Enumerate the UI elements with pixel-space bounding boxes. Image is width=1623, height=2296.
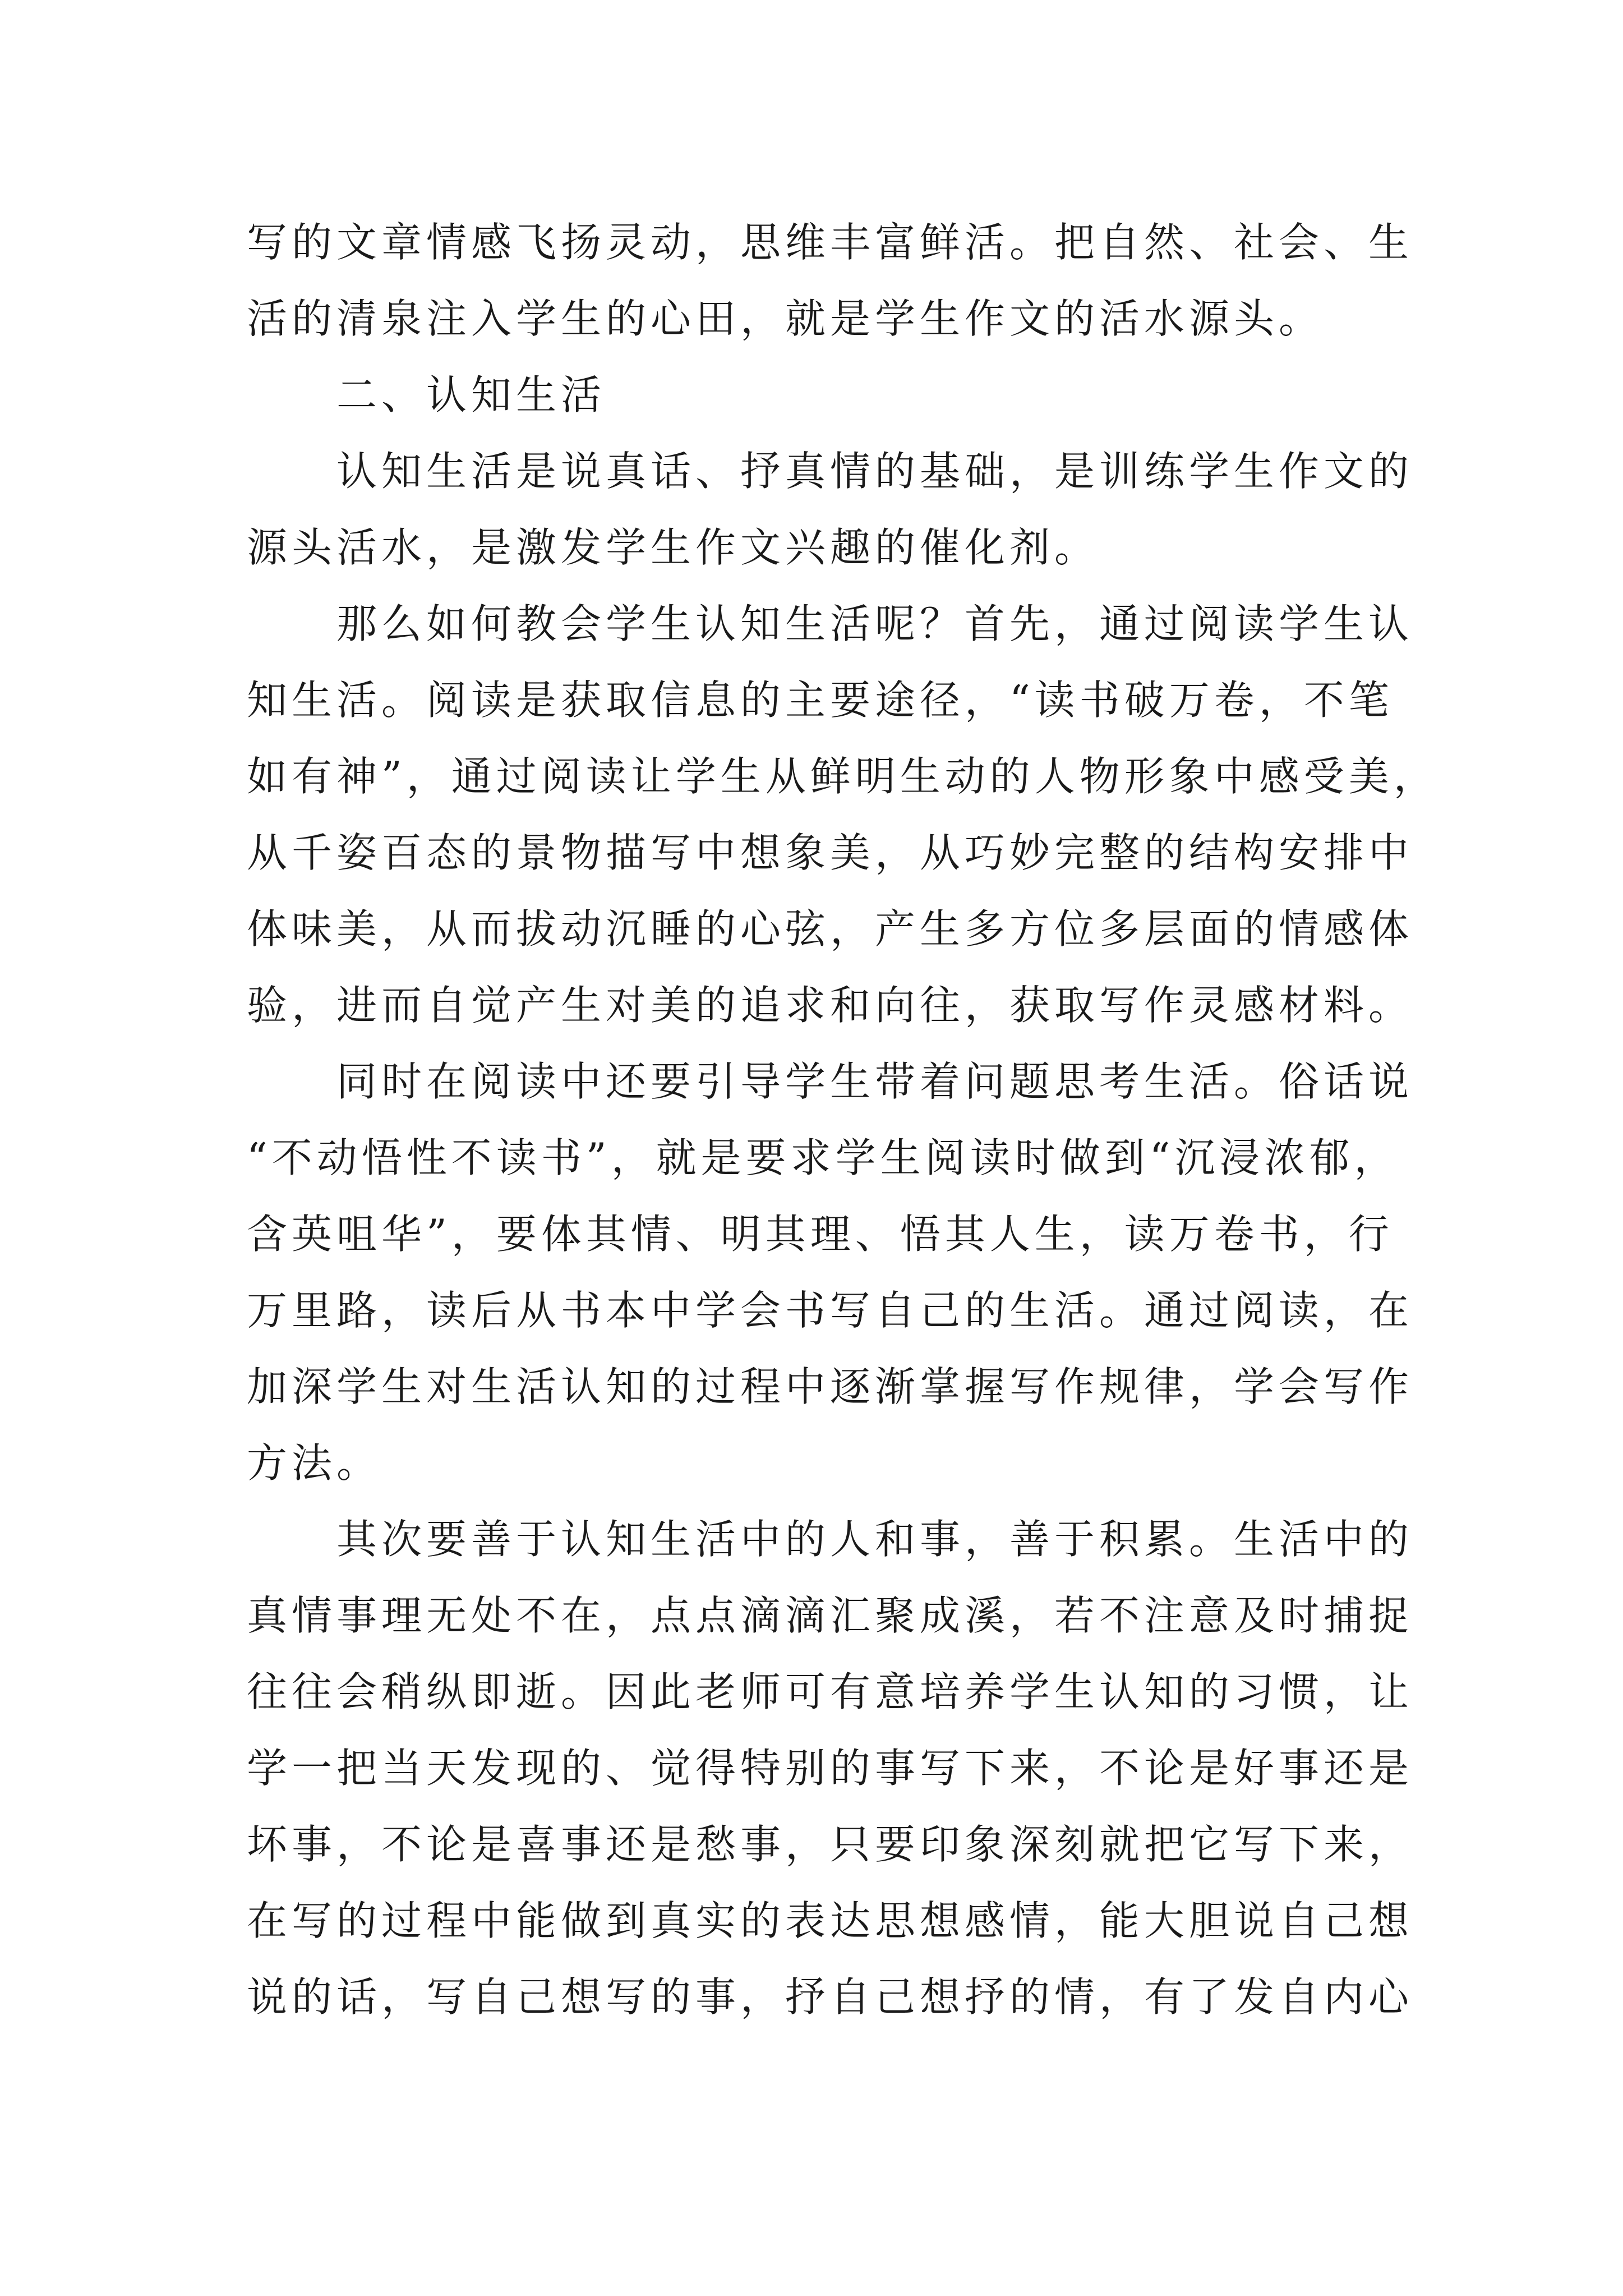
text-line: 万里路，读后从书本中学会书写自己的生活。通过阅读，在 — [247, 1287, 1414, 1334]
text-line: 写的文章情感飞扬灵动，思维丰富鲜活。把自然、社会、生 — [247, 219, 1414, 266]
text-line: 往往会稍纵即逝。因此老师可有意培养学生认知的习惯，让 — [247, 1668, 1414, 1715]
text-line: 真情事理无处不在，点点滴滴汇聚成溪，若不注意及时捕捉 — [247, 1592, 1414, 1639]
text-line: 从千姿百态的景物描写中想象美，从巧妙完整的结构安排中 — [247, 829, 1414, 876]
text-line: 方法。 — [247, 1439, 382, 1487]
text-line: 体味美，从而拔动沉睡的心弦，产生多方位多层面的情感体 — [247, 905, 1414, 953]
text-line: 源头活水，是激发学生作文兴趣的催化剂。 — [247, 524, 1100, 571]
text-line: 在写的过程中能做到真实的表达思想感情，能大胆说自己想 — [247, 1897, 1414, 1944]
text-line: 坏事，不论是喜事还是愁事，只要印象深刻就把它写下来， — [247, 1821, 1414, 1868]
text-line: 活的清泉注入学生的心田，就是学生作文的活水源头。 — [247, 295, 1324, 342]
text-line: 知生活。阅读是获取信息的主要途径，“读书破万卷，不笔 — [247, 677, 1394, 724]
text-line: 其次要善于认知生活中的人和事，善于积累。生活中的 — [336, 1516, 1414, 1563]
text-line: 含英咀华”，要体其情、明其理、悟其人生，读万卷书，行 — [247, 1211, 1394, 1258]
text-line: 认知生活是说真话、抒真情的基础，是训练学生作文的 — [336, 448, 1414, 495]
text-line: 学一把当天发现的、觉得特别的事写下来，不论是好事还是 — [247, 1745, 1414, 1792]
section-heading: 二、认知生活 — [336, 371, 606, 418]
text-line: 说的话，写自己想写的事，抒自己想抒的情，有了发自内心 — [247, 1973, 1414, 2021]
text-line: 那么如何教会学生认知生活呢？首先，通过阅读学生认 — [336, 600, 1414, 647]
text-line: 如有神”，通过阅读让学生从鲜明生动的人物形象中感受美， — [247, 753, 1438, 800]
text-line: 同时在阅读中还要引导学生带着问题思考生活。俗话说 — [336, 1058, 1414, 1105]
text-line: 验，进而自觉产生对美的追求和向往，获取写作灵感材料。 — [247, 982, 1414, 1029]
text-line: 加深学生对生活认知的过程中逐渐掌握写作规律，学会写作 — [247, 1363, 1414, 1410]
text-line: “不动悟性不读书”，就是要求学生阅读时做到“沉浸浓郁， — [247, 1134, 1399, 1181]
